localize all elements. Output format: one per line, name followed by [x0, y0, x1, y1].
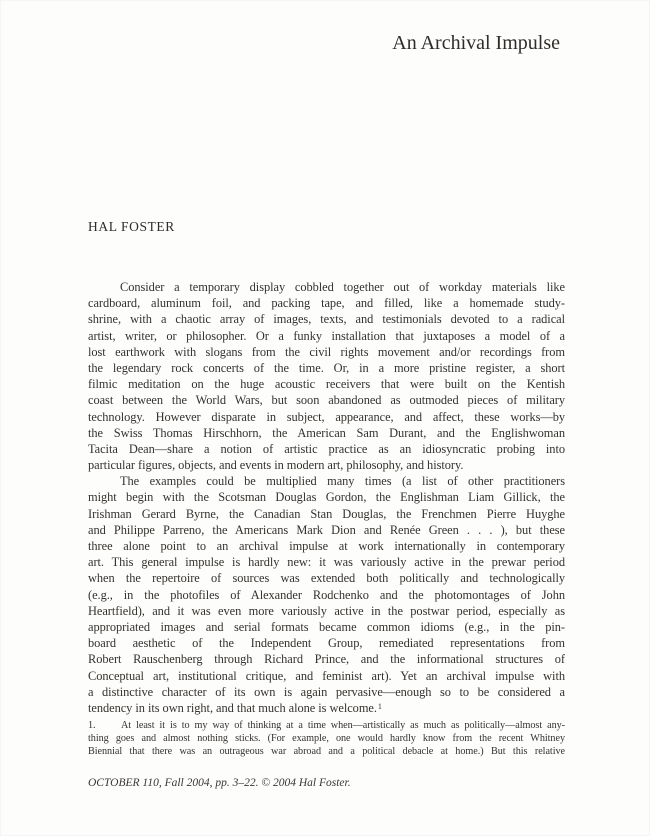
- journal-citation: OCTOBER 110, Fall 2004, pp. 3–22. © 2004 Hal Foster.: [88, 777, 351, 789]
- body-line: the Swiss Thomas Hirschhorn, the American Sam Durant, and the Englishwoman: [88, 425, 565, 440]
- body-line: Tacita Dean—share a notion of artistic practice as an idiosyncratic probing into: [88, 441, 565, 456]
- body-line: lost earthwork with slogans from the civil rights movement and/or recordings from: [88, 344, 565, 359]
- body-line: artist, writer, or philosopher. Or a funky installation that juxtaposes a model of a: [88, 328, 565, 343]
- footnote: [88, 719, 565, 758]
- footnote-reference: 1: [377, 701, 382, 711]
- footnote-number: 1.: [88, 720, 96, 731]
- body-line: Robert Rauschenberg through Richard Prince, and the informational structures of: [88, 652, 565, 667]
- body-line: cardboard, aluminum foil, and packing tape, and filled, like a homemade study-: [88, 296, 565, 311]
- footnote-line: Biennial that there was an outrageous war abroad and a political debacle at home.) But this relative: [88, 746, 565, 757]
- footnote-line: thing goes and almost nothing sticks. (For example, one would hardly know from the recent Whitney: [88, 733, 565, 744]
- body-line: [88, 700, 565, 716]
- body-line: the legendary rock concerts of the time. Or, in a more pristine register, a short: [88, 360, 565, 375]
- body-line: particular figures, objects, and events in modern art, philosophy, and history.: [88, 458, 464, 473]
- body-line: shrine, with a chaotic array of images, texts, and testimonials devoted to a radical: [88, 312, 565, 327]
- article-title: An Archival Impulse: [392, 32, 560, 54]
- body-line: might begin with the Scotsman Douglas Gordon, the Englishman Liam Gillick, the: [88, 490, 565, 505]
- body-line: when the repertoire of sources was extended both politically and technologically: [88, 571, 565, 586]
- body-line: coast between the World Wars, but soon abandoned as outmoded pieces of military: [88, 393, 565, 408]
- body-line: and Philippe Parreno, the Americans Mark Dion and Renée Green . . . ), but these: [88, 522, 565, 537]
- body-line: technology. However disparate in subject, appearance, and affect, these works—by: [88, 409, 565, 424]
- body-line: Conceptual art, institutional critique, and feminist art). Yet an archival impulse with: [88, 668, 565, 683]
- body-line: Consider a temporary display cobbled together out of workday materials like: [120, 280, 565, 294]
- body-line: The examples could be multiplied many times (a list of other practitioners: [120, 474, 565, 489]
- body-line: three alone point to an archival impulse at work internationally in contemporary: [88, 539, 565, 553]
- author-name: HAL FOSTER: [88, 219, 175, 234]
- body-line: filmic meditation on the huge acoustic receivers that were built on the Kentish: [88, 377, 565, 392]
- body-line: appropriated images and serial formats became common idioms (e.g., in the pin-: [88, 619, 565, 634]
- article-body: [88, 279, 565, 716]
- footnote-text: At least it is to my way of thinking at a time when—artistically as much as politically—almost any-: [121, 720, 565, 731]
- body-line: Heartfield), and it was even more variously active in the postwar period, especially as: [88, 603, 565, 618]
- body-line: board aesthetic of the Independent Group, remediated representations from: [88, 636, 565, 651]
- body-line: art. This general impulse is hardly new: it was variously active in the prewar period: [88, 555, 565, 570]
- body-line: a distinctive character of its own is again pervasive—enough so to be considered a: [88, 684, 565, 699]
- body-line: Irishman Gerard Byrne, the Canadian Stan Douglas, the Frenchmen Pierre Huyghe: [88, 506, 565, 521]
- body-line-text: tendency in its own right, and that much alone is welcome.: [88, 700, 377, 715]
- footnote-line: [88, 719, 565, 732]
- body-line: (e.g., in the photofiles of Alexander Rodchenko and the photomontages of John: [88, 587, 565, 602]
